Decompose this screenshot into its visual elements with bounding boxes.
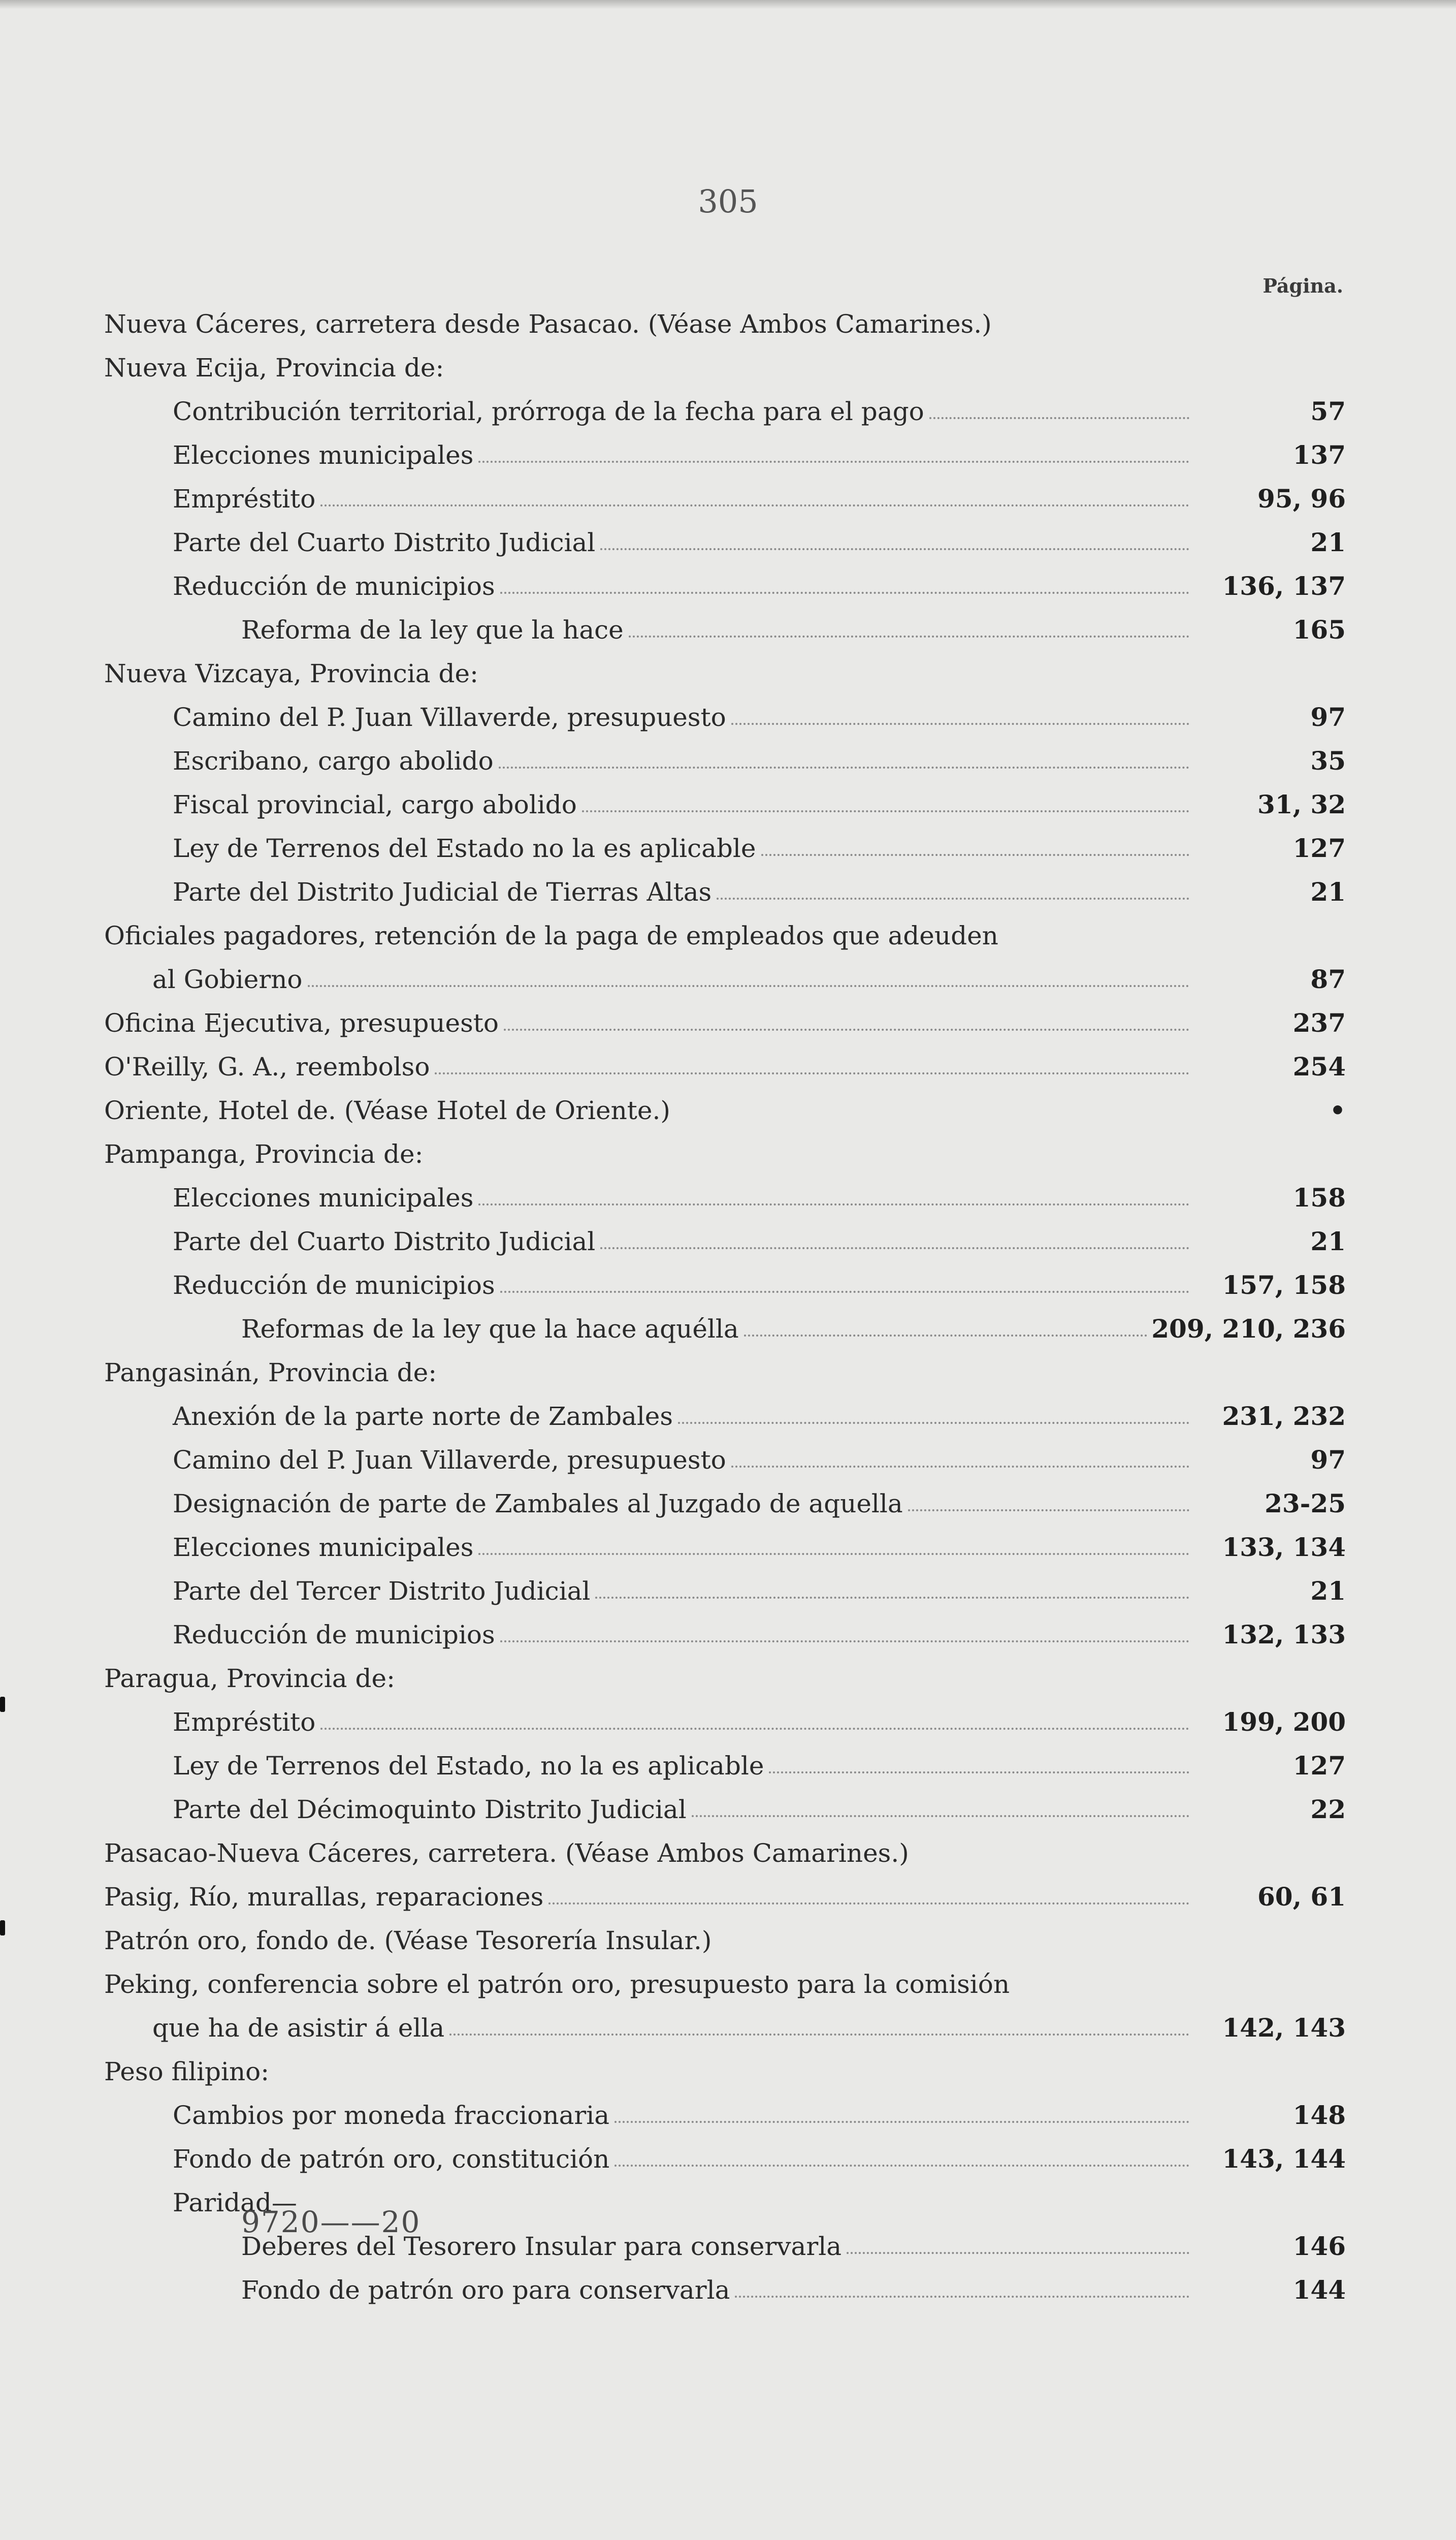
index-entry-page: 31, 32 bbox=[1257, 789, 1346, 819]
index-entry-text: Escribano, cargo abolido bbox=[173, 746, 494, 776]
index-entry-text: Camino del P. Juan Villaverde, presupuesto bbox=[173, 1445, 726, 1475]
index-entry bbox=[104, 1438, 1346, 1482]
leader-dots bbox=[600, 548, 1189, 550]
leader-dots bbox=[500, 592, 1189, 594]
leader-dots bbox=[320, 1728, 1189, 1730]
leader-dots bbox=[678, 1422, 1189, 1424]
index-entry bbox=[104, 1831, 1346, 1875]
index-entry-page: 21 bbox=[1310, 877, 1346, 907]
leader-dots bbox=[847, 2252, 1189, 2254]
index-entry bbox=[104, 1700, 1346, 1744]
leader-dots bbox=[692, 1815, 1189, 1817]
index-entry-text: Anexión de la parte norte de Zambales bbox=[173, 1402, 673, 1431]
index-entry-text: O'Reilly, G. A., reembolso bbox=[104, 1052, 430, 1082]
leader-dots bbox=[308, 985, 1189, 987]
index-entry-text: Reducción de municipios bbox=[173, 1620, 495, 1649]
leader-dots bbox=[929, 417, 1189, 419]
leader-dots bbox=[731, 1466, 1189, 1468]
leader-dots bbox=[320, 504, 1189, 506]
index-entry-text: Cambios por moneda fraccionaria bbox=[173, 2101, 610, 2130]
index-entry-text: Fiscal provincial, cargo abolido bbox=[173, 790, 577, 819]
index-entry-page: 57 bbox=[1310, 396, 1346, 426]
leader-dots bbox=[499, 767, 1189, 769]
index-entry-text: Pasacao-Nueva Cáceres, carretera. (Véase Ambos Camarines.) bbox=[104, 1838, 909, 1868]
index-list bbox=[104, 302, 1346, 2312]
index-entry-text: Pampanga, Provincia de: bbox=[104, 1139, 424, 1169]
index-entry bbox=[104, 1744, 1346, 1788]
leader-dots bbox=[504, 1029, 1189, 1031]
index-entry bbox=[104, 1788, 1346, 1831]
index-entry-text: Parte del Cuarto Distrito Judicial bbox=[173, 1227, 596, 1256]
index-entry-page: 143, 144 bbox=[1222, 2144, 1346, 2174]
index-entry-text: Ley de Terrenos del Estado no la es aplicable bbox=[173, 834, 756, 863]
index-entry-page: 95, 96 bbox=[1257, 484, 1346, 514]
index-entry-text: Ley de Terrenos del Estado, no la es aplicable bbox=[173, 1751, 764, 1781]
index-entry-text: que ha de asistir á ella bbox=[152, 2013, 445, 2043]
index-entry-page: 142, 143 bbox=[1222, 2013, 1346, 2043]
index-entry-page: • bbox=[1330, 1095, 1346, 1125]
index-entry-page: 254 bbox=[1292, 1052, 1346, 1082]
leader-dots bbox=[717, 898, 1189, 900]
index-entry-text: Oficiales pagadores, retención de la paga de empleados que adeuden bbox=[104, 921, 998, 950]
leader-dots bbox=[478, 461, 1189, 463]
leader-dots bbox=[478, 1203, 1189, 1205]
leader-dots bbox=[548, 1902, 1189, 1904]
index-entry-page: 136, 137 bbox=[1222, 571, 1346, 601]
index-entry-text: Elecciones municipales bbox=[173, 440, 474, 470]
index-entry-page: 165 bbox=[1292, 615, 1346, 645]
index-entry bbox=[104, 2006, 1346, 2050]
index-entry bbox=[104, 1001, 1346, 1045]
leader-dots bbox=[478, 1553, 1189, 1555]
leader-dots bbox=[744, 1335, 1148, 1337]
index-entry-text: Oficina Ejecutiva, presupuesto bbox=[104, 1008, 499, 1038]
leader-dots bbox=[731, 723, 1189, 725]
index-entry bbox=[104, 2268, 1346, 2312]
index-entry-text: Empréstito bbox=[173, 1707, 316, 1737]
index-entry bbox=[104, 1962, 1346, 2006]
index-entry bbox=[104, 302, 1346, 346]
index-entry bbox=[104, 1482, 1346, 1526]
index-entry-text: Contribución territorial, prórroga de la fecha para el pago bbox=[173, 397, 924, 426]
index-entry bbox=[104, 521, 1346, 564]
leader-dots bbox=[614, 2165, 1189, 2167]
index-entry-page: 148 bbox=[1292, 2100, 1346, 2130]
index-entry-text: Pangasinán, Provincia de: bbox=[104, 1358, 437, 1387]
index-entry bbox=[104, 1526, 1346, 1569]
index-entry-page: 231, 232 bbox=[1222, 1401, 1346, 1431]
index-entry bbox=[104, 564, 1346, 608]
index-entry bbox=[104, 1263, 1346, 1307]
leader-dots bbox=[449, 2034, 1189, 2036]
index-entry-text: Parte del Décimoquinto Distrito Judicial bbox=[173, 1795, 687, 1824]
index-entry bbox=[104, 870, 1346, 914]
index-entry-text: Parte del Distrito Judicial de Tierras Altas bbox=[173, 877, 712, 907]
index-entry-page: 132, 133 bbox=[1222, 1620, 1346, 1649]
index-entry bbox=[104, 2050, 1346, 2093]
index-entry bbox=[104, 390, 1346, 433]
index-entry bbox=[104, 652, 1346, 695]
index-entry bbox=[104, 1351, 1346, 1394]
index-entry bbox=[104, 958, 1346, 1001]
index-entry bbox=[104, 739, 1346, 783]
index-entry-text: Reducción de municipios bbox=[173, 1271, 495, 1300]
binding-mark bbox=[0, 1920, 5, 1935]
index-entry-text: Pasig, Río, murallas, reparaciones bbox=[104, 1882, 544, 1912]
index-entry-text: Parte del Cuarto Distrito Judicial bbox=[173, 528, 596, 557]
index-entry bbox=[104, 1657, 1346, 1700]
index-entry bbox=[104, 2137, 1346, 2181]
page-top-edge bbox=[0, 0, 1456, 9]
signature-footer: 9720——20 bbox=[241, 2205, 421, 2239]
index-entry-text: al Gobierno bbox=[152, 965, 303, 994]
index-entry-page: 21 bbox=[1310, 1226, 1346, 1256]
binding-mark bbox=[0, 1697, 5, 1712]
index-entry-text: Fondo de patrón oro, constitución bbox=[173, 2144, 610, 2174]
leader-dots bbox=[600, 1247, 1189, 1249]
page-number: 305 bbox=[698, 183, 758, 220]
index-entry-text: Peking, conferencia sobre el patrón oro, presupuesto para la comisión bbox=[104, 1970, 1010, 1999]
index-entry bbox=[104, 1220, 1346, 1263]
index-entry-text: Patrón oro, fondo de. (Véase Tesorería Insular.) bbox=[104, 1926, 712, 1955]
index-entry bbox=[104, 1132, 1346, 1176]
index-entry-text: Nueva Cáceres, carretera desde Pasacao. (Véase Ambos Camarines.) bbox=[104, 309, 992, 339]
index-entry-page: 21 bbox=[1310, 527, 1346, 557]
index-entry bbox=[104, 695, 1346, 739]
leader-dots bbox=[629, 636, 1189, 638]
index-entry-text: Elecciones municipales bbox=[173, 1183, 474, 1213]
index-entry-page: 199, 200 bbox=[1222, 1707, 1346, 1737]
index-entry-page: 127 bbox=[1292, 1751, 1346, 1781]
leader-dots bbox=[582, 810, 1189, 812]
leader-dots bbox=[761, 854, 1189, 856]
index-entry-text: Fondo de patrón oro para conservarla bbox=[241, 2275, 730, 2305]
index-entry-page: 60, 61 bbox=[1257, 1882, 1346, 1912]
index-entry-page: 144 bbox=[1292, 2275, 1346, 2305]
index-entry-text: Nueva Ecija, Provincia de: bbox=[104, 353, 444, 383]
leader-dots bbox=[500, 1640, 1189, 1642]
index-entry-text: Reformas de la ley que la hace aquélla bbox=[241, 1314, 739, 1344]
index-entry-text: Empréstito bbox=[173, 484, 316, 514]
index-entry bbox=[104, 1307, 1346, 1351]
index-entry-text: Designación de parte de Zambales al Juzgado de aquella bbox=[173, 1489, 903, 1518]
index-entry bbox=[104, 827, 1346, 870]
index-entry-page: 157, 158 bbox=[1222, 1270, 1346, 1300]
index-entry-page: 22 bbox=[1310, 1794, 1346, 1824]
index-entry bbox=[104, 1919, 1346, 1962]
index-entry-text: Nueva Vizcaya, Provincia de: bbox=[104, 659, 478, 688]
index-entry-text: Camino del P. Juan Villaverde, presupuesto bbox=[173, 703, 726, 732]
index-entry-page: 209, 210, 236 bbox=[1151, 1314, 1346, 1344]
index-entry bbox=[104, 433, 1346, 477]
index-entry bbox=[104, 1394, 1346, 1438]
index-entry bbox=[104, 1569, 1346, 1613]
leader-dots bbox=[908, 1509, 1189, 1511]
index-entry-text: Peso filipino: bbox=[104, 2057, 270, 2086]
index-entry bbox=[104, 783, 1346, 827]
index-entry bbox=[104, 477, 1346, 521]
index-entry-page: 87 bbox=[1310, 964, 1346, 994]
index-entry-page: 133, 134 bbox=[1222, 1532, 1346, 1562]
index-entry-page: 23-25 bbox=[1265, 1488, 1346, 1518]
index-entry-page: 237 bbox=[1292, 1008, 1346, 1038]
index-entry-page: 146 bbox=[1292, 2231, 1346, 2261]
leader-dots bbox=[500, 1291, 1189, 1293]
index-entry-page: 97 bbox=[1310, 1445, 1346, 1475]
index-entry-page: 21 bbox=[1310, 1576, 1346, 1606]
index-entry bbox=[104, 1875, 1346, 1919]
index-entry-text: Elecciones municipales bbox=[173, 1533, 474, 1562]
index-entry-page: 158 bbox=[1292, 1183, 1346, 1213]
index-entry bbox=[104, 2093, 1346, 2137]
index-entry-page: 137 bbox=[1292, 440, 1346, 470]
index-entry-text: Reducción de municipios bbox=[173, 572, 495, 601]
index-entry-text: Paragua, Provincia de: bbox=[104, 1664, 395, 1693]
index-entry bbox=[104, 914, 1346, 958]
leader-dots bbox=[769, 1771, 1189, 1773]
index-entry bbox=[104, 1045, 1346, 1089]
index-entry bbox=[104, 1176, 1346, 1220]
index-entry bbox=[104, 608, 1346, 652]
index-entry-page: 127 bbox=[1292, 833, 1346, 863]
leader-dots bbox=[614, 2121, 1189, 2123]
index-entry-page: 97 bbox=[1310, 702, 1346, 732]
page-column-label: Página. bbox=[1263, 274, 1343, 297]
index-entry-text: Oriente, Hotel de. (Véase Hotel de Oriente.) bbox=[104, 1096, 670, 1125]
leader-dots bbox=[435, 1072, 1189, 1074]
index-entry-text: Parte del Tercer Distrito Judicial bbox=[173, 1576, 591, 1606]
index-entry bbox=[104, 346, 1346, 390]
index-entry-page: 35 bbox=[1310, 746, 1346, 776]
index-entry bbox=[104, 1613, 1346, 1657]
index-entry bbox=[104, 1089, 1346, 1132]
index-entry-text: Deberes del Tesorero Insular para conservarla bbox=[241, 2232, 842, 2261]
index-entry-text: Paridad— bbox=[173, 2188, 297, 2217]
leader-dots bbox=[735, 2296, 1189, 2298]
index-entry-text: Reforma de la ley que la hace bbox=[241, 615, 624, 645]
leader-dots bbox=[595, 1597, 1189, 1599]
